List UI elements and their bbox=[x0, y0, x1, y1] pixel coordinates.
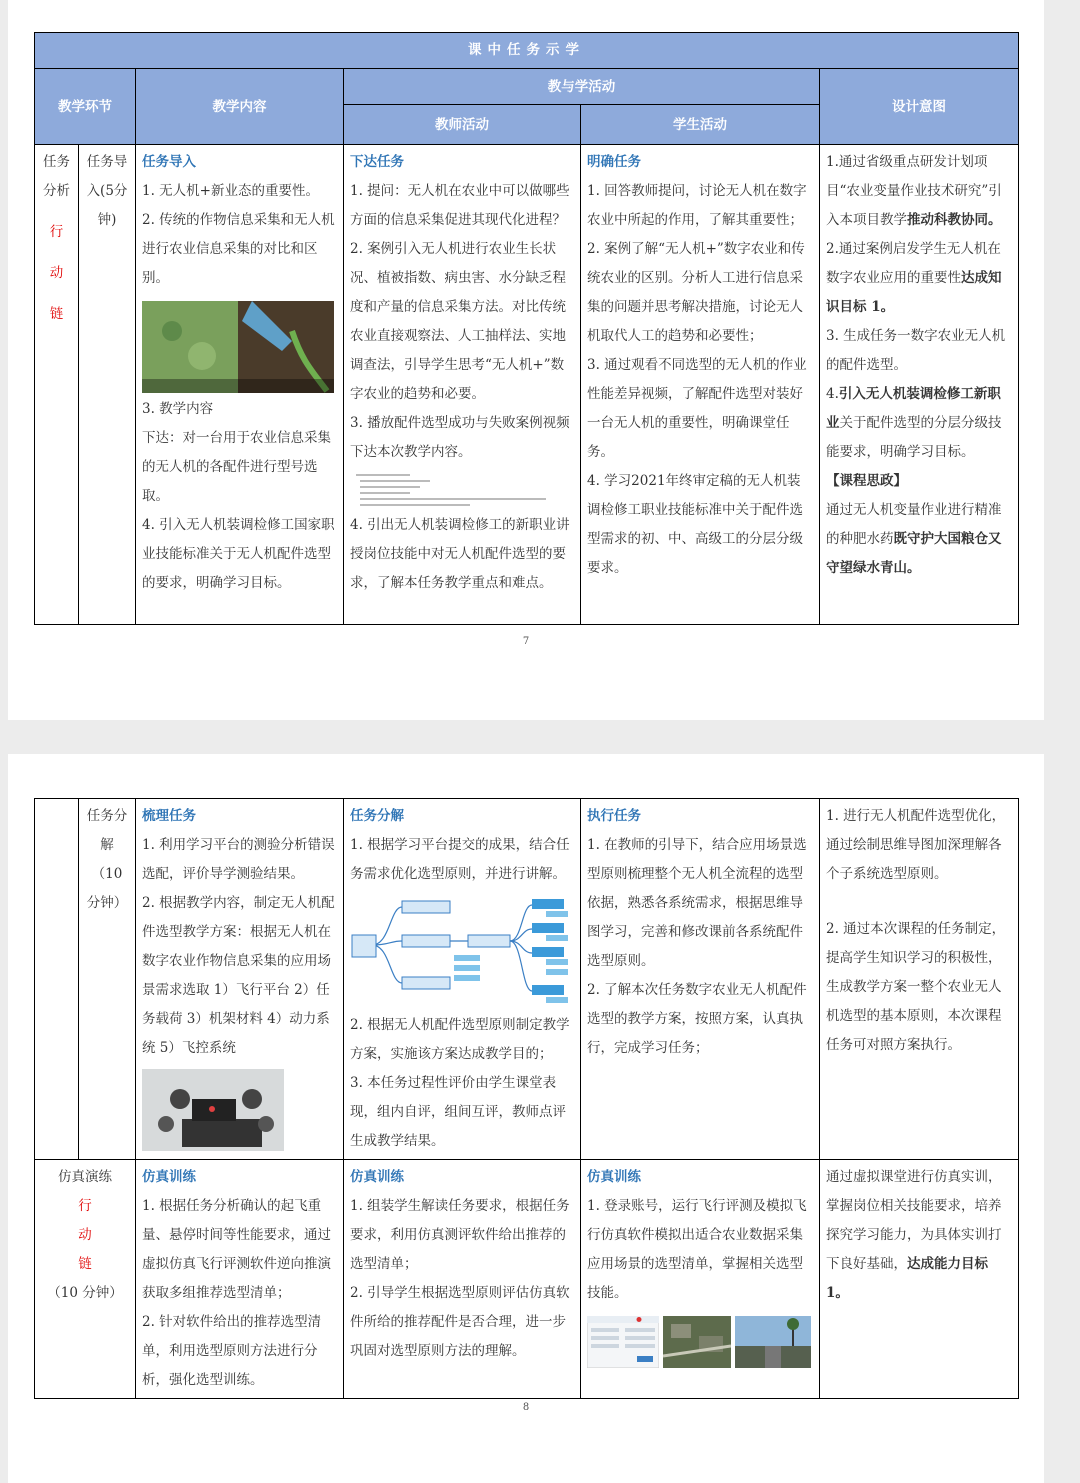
student-title: 执行任务 bbox=[587, 808, 641, 824]
student-item: 2. 案例了解“无人机+”数字农业和传统农业的区别。分析人工进行信息采集的问题并思考解决措施，讨论无人机取代人工的趋势和必要性； bbox=[587, 241, 805, 344]
design-text-bold: 达成知识目标 1。 bbox=[826, 270, 1002, 315]
design-text: 1.通过省级重点研发计划项目“农业变量作业技术研究”引入本项目教学 bbox=[826, 154, 1002, 228]
design-cell bbox=[820, 1160, 1019, 1399]
content-item: 4. 引入无人机装调检修工国家职业技能标准关于无人机配件选型的要求，明确学习目标。 bbox=[142, 517, 335, 591]
design-text-bold: 引入无人机装调检修工新职业 bbox=[826, 386, 1001, 431]
content-item: 1. 利用学习平台的测验分析错误选配，评价导学测验结果。 bbox=[142, 837, 335, 882]
content-title: 仿真训练 bbox=[142, 1169, 196, 1185]
student-item: 1. 在教师的引导下，结合应用场景选型原则梳理整个无人机全流程的选型依据，熟悉各系统需求，根据思维导图学习，完善和修改课前各系统配件选型原则。 bbox=[587, 837, 807, 969]
chain-char: 行 bbox=[49, 224, 64, 240]
lesson-plan-table-page1 bbox=[34, 32, 1019, 625]
teacher-item: 2. 引导学生根据选型原则评估仿真软件所给的推荐配件是否合理，进一步巩固对选型原则方法的理解。 bbox=[350, 1285, 570, 1359]
content-item: 2. 传统的作物信息采集和无人机进行农业信息采集的对比和区别。 bbox=[142, 212, 335, 286]
design-text: 通过虚拟课堂进行仿真实训，掌握岗位相关技能要求，培养探究学习能力，为具体实训打下良好基础， bbox=[826, 1169, 1002, 1272]
lesson-plan-table-page2 bbox=[34, 798, 1019, 1399]
content-item: 1. 根据任务分析确认的起飞重量、悬停时间等性能要求，通过虚拟仿真飞行评测软件逆向推演获取多组推荐选型清单； bbox=[142, 1198, 331, 1301]
teacher-title: 仿真训练 bbox=[350, 1169, 404, 1185]
teacher-item: 2. 案例引入无人机进行农业生长状况、植被指数、病虫害、水分缺乏程度和产量的信息采集方法。对比传统农业直接观察法、人工抽样法、实地调查法，引导学生思考“无人机+”数字农业的趋势和必要。 bbox=[350, 241, 566, 402]
design-text-bold: 达成能力目标 1。 bbox=[826, 1256, 988, 1301]
design-item bbox=[826, 1163, 1012, 1308]
design-item bbox=[826, 496, 1012, 583]
software-ui-screenshot bbox=[587, 1316, 659, 1368]
chain-char: 动 bbox=[78, 1227, 92, 1243]
design-item bbox=[826, 380, 1012, 467]
table-banner: 课中任务示学 bbox=[35, 33, 1019, 69]
aerial-map-screenshot bbox=[663, 1316, 731, 1368]
design-text: 2.通过案例启发学生无人机在数字农业应用的重要性 bbox=[826, 241, 1001, 286]
standard-excerpt-thumbnail bbox=[350, 471, 550, 507]
student-title: 明确任务 bbox=[587, 154, 641, 170]
simulation-screenshots bbox=[587, 1316, 813, 1368]
teacher-item: 4. 引出无人机装调检修工的新职业讲授岗位技能中对无人机配件选型的要求，了解本任务教学重点和难点。 bbox=[350, 517, 570, 591]
student-item: 3. 通过观看不同选型的无人机的作业性能差异视频，了解配件选型对装好一台无人机的重要性，明确课堂任务。 bbox=[587, 357, 807, 460]
teacher-item: 1. 组装学生解读任务要求，根据任务要求，利用仿真测评软件给出推荐的选型清单； bbox=[350, 1198, 570, 1272]
document-page-8 bbox=[8, 754, 1044, 1483]
teacher-item: 2. 根据无人机配件选型原则制定教学方案，实施该方案达成教学目的； bbox=[350, 1017, 570, 1062]
drone-photo bbox=[142, 1069, 284, 1151]
student-item: 4. 学习2021年终审定稿的无人机装调检修工职业技能标准中关于配件选型需求的初、中、高级工的分层分级要求。 bbox=[587, 473, 803, 576]
design-item bbox=[826, 148, 1012, 235]
ideology-label: 【课程思政】 bbox=[826, 473, 907, 489]
stage-sub-label: 任务导入(5分钟) bbox=[86, 154, 128, 228]
student-cell bbox=[581, 145, 820, 625]
content-item: 3. 教学内容 bbox=[142, 401, 214, 417]
student-item: 1. 登录账号，运行飞行评测及模拟飞行仿真软件模拟出适合农业数据采集应用场景的选型清单，掌握相关选型技能。 bbox=[587, 1198, 807, 1301]
crop-photo bbox=[142, 301, 334, 393]
stage-title: 仿真演练 bbox=[58, 1169, 112, 1185]
design-item bbox=[826, 235, 1012, 322]
design-item: 1. 进行无人机配件选型优化，通过绘制思维导图加深理解各个子系统选型原则。 bbox=[826, 808, 1006, 882]
design-item: 2. 通过本次课程的任务制定，提高学生知识学习的积极性，生成教学方案一整个农业无人机选型的基本原则，本次课程任务可对照方案执行。 bbox=[826, 921, 1006, 1053]
teacher-title: 下达任务 bbox=[350, 154, 404, 170]
standard-excerpt-svg bbox=[350, 471, 550, 507]
crop-photo-svg bbox=[142, 301, 334, 393]
content-item: 1. 无人机+新业态的重要性。 bbox=[142, 183, 319, 199]
teacher-item: 3. 播放配件选型成功与失败案例视频下达本次教学内容。 bbox=[350, 415, 570, 460]
mind-map-svg bbox=[350, 895, 574, 1007]
document-page-7 bbox=[8, 0, 1044, 720]
stage-sub bbox=[79, 799, 136, 1160]
header-content: 教学内容 bbox=[136, 69, 344, 145]
content-item: 2. 根据教学内容，制定无人机配件选型教学方案：根据无人机在数字农业作物信息采集的应用场景需求选取 1）飞行平台 2）任务载荷 3）机架材料 4）动力系统 5）飞控系统 bbox=[142, 895, 335, 1056]
student-item: 1. 回答教师提问，讨论无人机在数字农业中所起的作用，了解其重要性； bbox=[587, 183, 807, 228]
student-cell bbox=[581, 1160, 820, 1399]
stage-outer-empty bbox=[35, 799, 79, 1160]
content-cell bbox=[136, 1160, 344, 1399]
teacher-cell bbox=[344, 145, 581, 625]
drone-photo-svg bbox=[142, 1069, 284, 1151]
design-cell bbox=[820, 799, 1019, 1160]
content-cell bbox=[136, 799, 344, 1160]
chain-char: 动 bbox=[49, 265, 64, 281]
content-cell bbox=[136, 145, 344, 625]
header-teacher: 教师活动 bbox=[344, 105, 581, 145]
chain-char: 链 bbox=[78, 1256, 92, 1272]
teacher-title: 任务分解 bbox=[350, 808, 404, 824]
flight-sim-screenshot bbox=[735, 1316, 811, 1368]
design-text: 关于配件选型的分层分级技能要求，明确学习目标。 bbox=[826, 415, 1002, 460]
student-cell bbox=[581, 799, 820, 1160]
teacher-cell bbox=[344, 1160, 581, 1399]
teacher-item: 1. 根据学习平台提交的成果，结合任务需求优化选型原则，并进行讲解。 bbox=[350, 837, 570, 882]
header-stage: 教学环节 bbox=[35, 69, 136, 145]
design-item: 3. 生成任务一数字农业无人机的配件选型。 bbox=[826, 328, 1006, 373]
stage-time: （10 分钟） bbox=[47, 1285, 123, 1301]
student-title: 仿真训练 bbox=[587, 1169, 641, 1185]
teacher-item: 3. 本任务过程性评价由学生课堂表现，组内自评，组间互评，教师点评生成教学结果。 bbox=[350, 1075, 566, 1149]
design-text: 4. bbox=[826, 386, 839, 402]
design-text: 通过无人机变量作业进行精准的种肥水药 bbox=[826, 502, 1002, 547]
content-title: 梳理任务 bbox=[142, 808, 196, 824]
header-design: 设计意图 bbox=[820, 69, 1019, 145]
chain-char: 行 bbox=[78, 1198, 92, 1214]
teacher-item: 1. 提问：无人机在农业中可以做哪些方面的信息采集促进其现代化进程？ bbox=[350, 183, 570, 228]
mind-map bbox=[350, 895, 574, 1007]
stage-sub-label: 任务分解（10分钟） bbox=[86, 808, 128, 911]
stage-outer bbox=[35, 145, 79, 625]
content-item: 2. 针对软件给出的推荐选型清单，利用选型原则方法进行分析，强化选型训练。 bbox=[142, 1314, 322, 1388]
design-text-bold: 推动科教协同。 bbox=[907, 212, 1002, 228]
stage-outer-title: 任务分析 bbox=[43, 154, 70, 199]
chain-char: 链 bbox=[49, 306, 64, 322]
header-student: 学生活动 bbox=[581, 105, 820, 145]
content-item: 下达：对一台用于农业信息采集的无人机的各配件进行型号选取。 bbox=[142, 430, 331, 504]
stage-simulation bbox=[35, 1160, 136, 1399]
header-activities: 教与学活动 bbox=[344, 69, 820, 105]
stage-sub bbox=[79, 145, 136, 625]
design-cell bbox=[820, 145, 1019, 625]
content-title: 任务导入 bbox=[142, 154, 196, 170]
page-number: 7 bbox=[522, 636, 530, 647]
teacher-cell bbox=[344, 799, 581, 1160]
design-text-bold: 既守护大国粮仓又守望绿水青山。 bbox=[826, 531, 1002, 576]
student-item: 2. 了解本次任务数字农业无人机配件选型的教学方案，按照方案，认真执行，完成学习任务； bbox=[587, 982, 807, 1056]
page-number: 8 bbox=[522, 1402, 530, 1413]
